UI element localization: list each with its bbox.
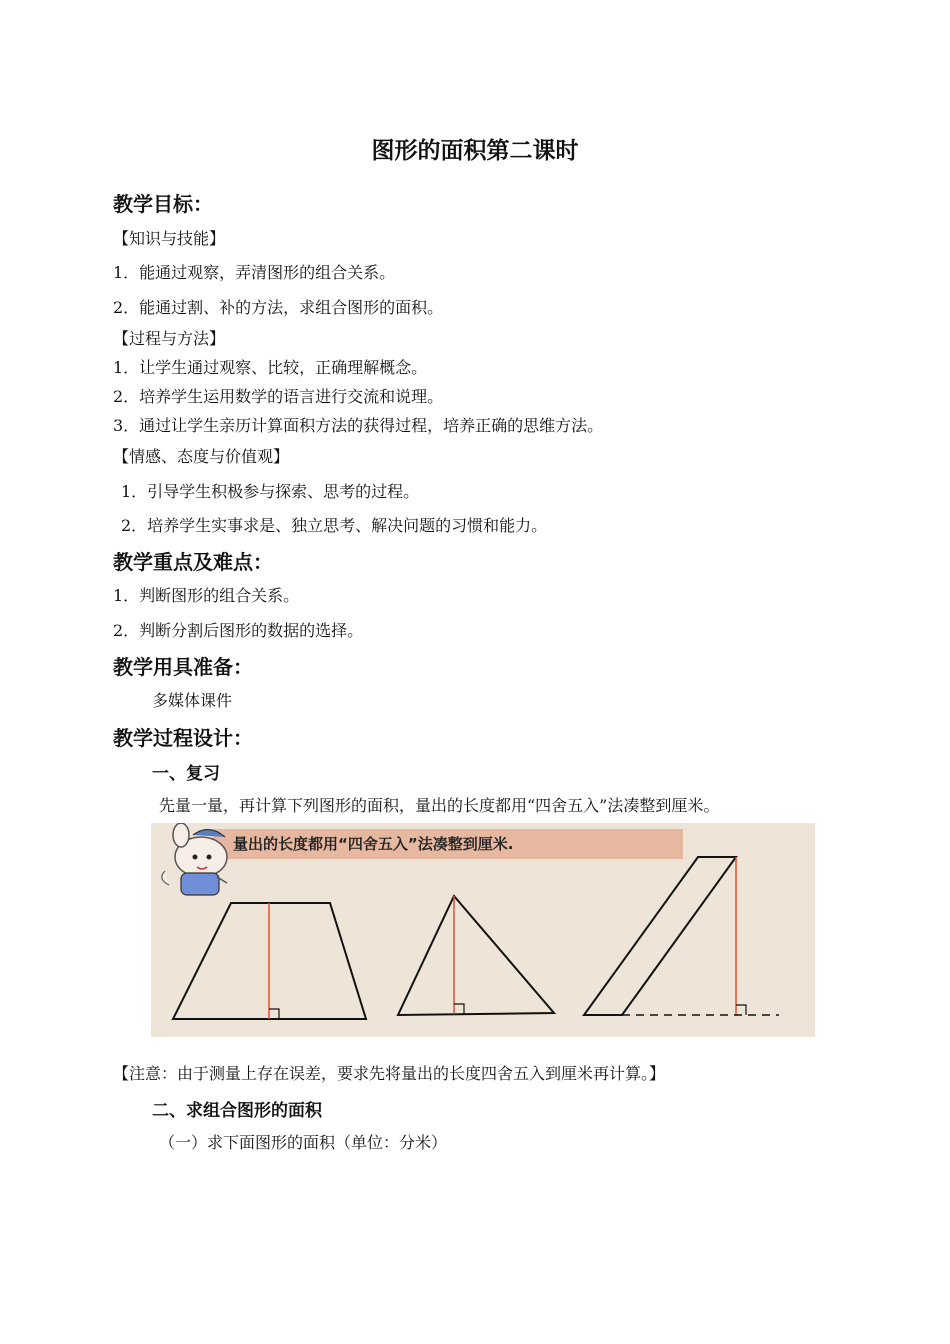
- trapezoid-shape: [173, 903, 366, 1019]
- emotion-item-2: 2．培养学生实事求是、独立思考、解决问题的习惯和能力。: [121, 516, 548, 535]
- page-title: 图形的面积第二课时: [371, 138, 579, 164]
- emotion-heading: 【情感、态度与价值观】: [113, 447, 290, 466]
- tools-item: 多媒体课件: [152, 691, 233, 710]
- knowledge-item-2: 2．能通过割、补的方法，求组合图形的面积。: [113, 298, 444, 317]
- method-item-2: 2．培养学生运用数学的语言进行交流和说理。: [113, 387, 444, 406]
- figure-banner-text: 量出的长度都用“四舍五入”法凑整到厘米.: [233, 835, 514, 853]
- part2-heading: 二、求组合图形的面积: [152, 1101, 322, 1121]
- knowledge-item-1: 1．能通过观察，弄清图形的组合关系。: [113, 263, 396, 282]
- parallelogram-shape: [584, 857, 779, 1015]
- section-goals: 教学目标：: [113, 192, 213, 216]
- review-heading: 一、复习: [152, 764, 220, 784]
- section-process: 教学过程设计：: [113, 726, 253, 750]
- triangle-shape: [398, 896, 554, 1015]
- key-item-2: 2．判断分割后图形的数据的选择。: [113, 621, 364, 640]
- review-instruction: 先量一量，再计算下列图形的面积，量出的长度都用“四舍五入”法凑整到厘米。: [159, 796, 720, 815]
- method-item-3: 3．通过让学生亲历计算面积方法的获得过程，培养正确的思维方法。: [113, 416, 604, 435]
- method-heading: 【过程与方法】: [113, 329, 226, 348]
- part2-subheading: （一）求下面图形的面积（单位：分米）: [159, 1133, 448, 1152]
- measurement-figure: [151, 823, 815, 1037]
- method-item-1: 1．让学生通过观察、比较，正确理解概念。: [113, 358, 428, 377]
- knowledge-heading: 【知识与技能】: [113, 229, 226, 248]
- shapes-illustration: [151, 823, 815, 1037]
- emotion-item-1: 1．引导学生积极参与探索、思考的过程。: [121, 482, 420, 501]
- rabbit-mascot-icon: [162, 823, 227, 895]
- section-tools: 教学用具准备：: [113, 655, 253, 679]
- section-key-points: 教学重点及难点：: [113, 550, 273, 574]
- note-text: 【注意：由于测量上存在误差，要求先将量出的长度四舍五入到厘米再计算。】: [113, 1064, 666, 1083]
- key-item-1: 1．判断图形的组合关系。: [113, 586, 300, 605]
